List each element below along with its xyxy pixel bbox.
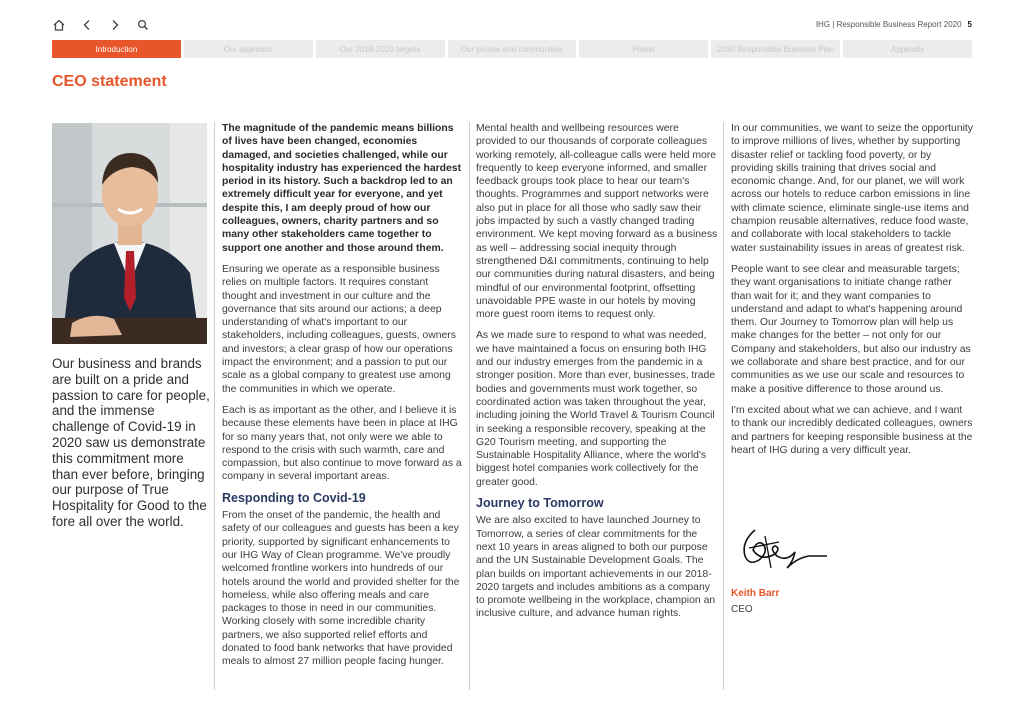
- chevron-right-icon[interactable]: [108, 18, 122, 32]
- handwritten-signature: [735, 522, 830, 577]
- search-icon[interactable]: [136, 18, 150, 32]
- paragraph: We are also excited to have launched Journey to Tomorrow, a series of clear commitments for the next 10 years in areas aligned to both our purpose and the UN Sustainable Development Goals. The plan builds on important achievements in our 2018-2020 targets and includes ambitions as a company to promote wellbeing in the workplace, champion an inclusive culture, and advance human rights.: [476, 515, 716, 620]
- chevron-left-icon[interactable]: [80, 18, 94, 32]
- tab-label: Introduction: [95, 44, 138, 54]
- tab-label: Appendix: [890, 44, 925, 54]
- tab-label: Our people and communities: [460, 44, 564, 54]
- tab-label: Our 2018-2020 targets: [339, 44, 421, 54]
- section-tabs: [52, 40, 972, 58]
- text-column-1: [222, 122, 464, 677]
- column-divider: [723, 122, 724, 690]
- lead-paragraph: The magnitude of the pandemic means billions of lives have been changed, economies damaged, and societies challenged, while our hospitality industry has experienced the hardest period in its history. Such a backdrop led to an extremely difficult year for everyone, and yet despite this, I am deeply proud of how our colleagues, owners, charity partners and so many other stakeholders came together to support one another and those around them.: [222, 123, 462, 254]
- page-title: CEO statement: [52, 73, 167, 90]
- column-divider: [469, 122, 470, 690]
- section-heading: Responding to Covid-19: [222, 490, 366, 505]
- tab-targets[interactable]: [316, 40, 445, 58]
- nav-icons: [52, 18, 150, 32]
- pull-quote: Our business and brands are built on a pride and passion to care for people, and the immense challenge of Covid-19 in 2020 saw us demonstrate this commitment more than ever before, bringing our purpose of True Hospitality for Good to the fore all over the world.: [52, 356, 210, 529]
- tab-appendix[interactable]: [843, 40, 972, 58]
- text-column-2: [476, 122, 718, 629]
- tab-label: Our approach: [223, 44, 273, 54]
- paragraph: As we made sure to respond to what was needed, we have maintained a focus on ensuring both IHG and our industry emerges from the pandemic in a stronger position. More than ever, businesses, trade bodies and governments must work together, so coordinated action was taken throughout the year, including joining the World Travel & Tourism Council in seeking a responsible recovery, speaking at the G20 Tourism meeting, and supporting the Sustainable Hospitality Alliance, where the world's biggest hotel companies work collectively for the greater good.: [476, 330, 716, 488]
- paragraph: From the onset of the pandemic, the health and safety of our colleagues and guests has been a key priority, supported by significant enhancements to our IHG Way of Clean programme. We've proudly welcomed frontline workers into hundreds of our hotels around the world and provided shelter for the homeless, while also offering meals and care packages to those in need in our communities. Working closely with some incredible charity partners, we also supported relief efforts and donated to food bank networks that have provided meals to almost 27 million people facing hunger.: [222, 510, 460, 668]
- tab-people-communities[interactable]: [448, 40, 577, 58]
- report-title: IHG | Responsible Business Report 2020: [815, 20, 962, 29]
- text-column-3: [731, 122, 973, 465]
- tab-label: 2030 Responsible Business Plan: [717, 44, 835, 54]
- report-header: [816, 20, 972, 29]
- paragraph: I'm excited about what we can achieve, and I want to thank our incredibly dedicated colleagues, owners and partners for keeping responsible business at the heart of IHG during a very difficult year.: [731, 404, 973, 456]
- signer-role: CEO: [731, 604, 753, 615]
- tab-planet[interactable]: [579, 40, 708, 58]
- paragraph: People want to see clear and measurable targets; they want organisations to initiate change rather than wait for it; and they want companies to understand and adapt to what's happening around them. Our Journey to Tomorrow plan will help us make changes for the better – not only for our Company and stakeholders, but also our industry as we collaborate and share best practice, and for our communities as we use our scale and resources to make a positive difference to those around us.: [731, 263, 971, 395]
- tab-label: Planet: [632, 44, 656, 54]
- tab-our-approach[interactable]: [184, 40, 313, 58]
- page-number: 5: [967, 20, 972, 29]
- paragraph: In our communities, we want to seize the opportunity to improve millions of lives, whether by supporting disaster relief or tackling food poverty, or by providing skills training that drives social and economic change. And, for our planet, we will work across our hotels to reduce carbon emissions in line with climate science, eliminate single-use items and champion reusable alternatives, reduce food waste, and collaborate with local stakeholders to tackle water sustainability issues in areas of greatest risk.: [731, 123, 973, 254]
- column-divider: [214, 122, 215, 690]
- section-heading: Journey to Tomorrow: [476, 496, 604, 511]
- paragraph: Each is as important as the other, and I believe it is because these elements have been in place at IHG for so many years that, not only were we able to respond to the crisis with such warmth, care and compassion, but also continue to move forward as a company in several important areas.: [222, 404, 462, 483]
- tab-introduction[interactable]: [52, 40, 181, 58]
- ceo-portrait-photo: [52, 123, 207, 344]
- tab-2030-plan[interactable]: [711, 40, 840, 58]
- signer-name: Keith Barr: [731, 588, 780, 599]
- home-icon[interactable]: [52, 18, 66, 32]
- paragraph: Mental health and wellbeing resources were provided to our thousands of corporate colleagues working remotely, all-colleague calls were held more frequently to keep everyone informed, and smaller feedback groups took place to hear our team's thoughts. Programmes and support networks were also put in place for all those who sadly saw their jobs impacted by such a vastly changed trading environment. We kept moving forward as a business as well – addressing social inequity through strengthened D&I commitments, continuing to help our communities during natural disasters, and being mindful of our environmental footprint, offsetting unavoidable PPE waste in our hotels by moving more guest room items to request only.: [476, 123, 718, 321]
- paragraph: Ensuring we operate as a responsible business relies on multiple factors. It requires constant thought and investment in our culture and the governance that sits around our actions; a deep understanding of what's important to our stakeholders, including colleagues, guests, owners and investors; a clear grasp of how our operations impact the environment; and a passion to put our scale as a global company to greatest use among the communities in which we operate.: [222, 263, 456, 395]
- top-bar: [52, 18, 972, 34]
